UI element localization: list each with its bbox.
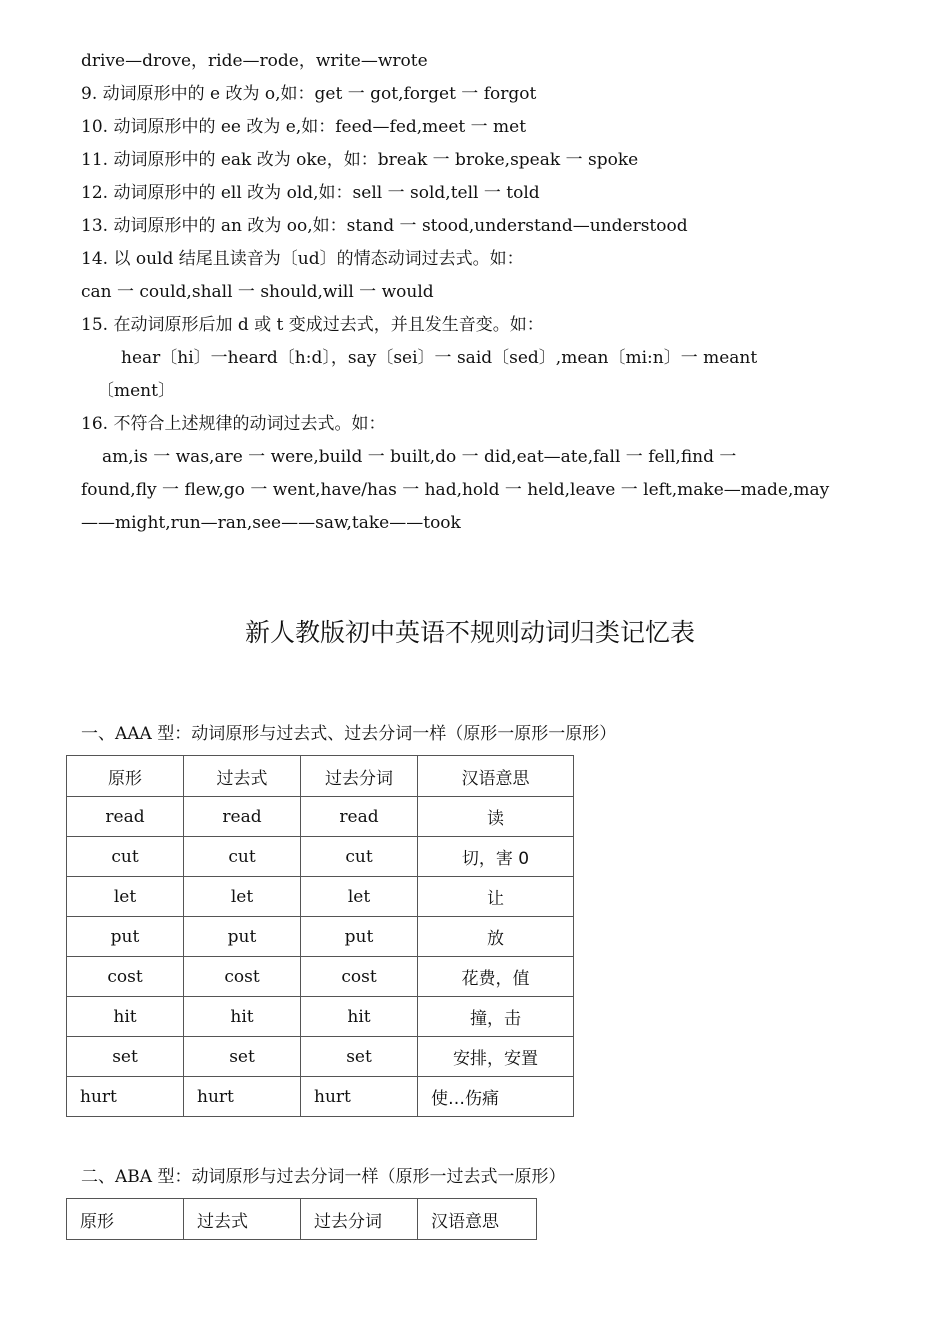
past-tense-cell: cut	[184, 837, 301, 877]
table-header-row	[67, 1199, 537, 1240]
rule-13: 13. 动词原形中的 an 改为 oo,如：stand 一 stood,understand—understood	[81, 216, 688, 236]
table-header-row	[67, 756, 574, 797]
meaning-cell: 放	[418, 917, 574, 957]
rule-10: 10. 动词原形中的 ee 改为 e,如：feed—fed,meet 一 met	[81, 117, 527, 137]
base-form-cell: read	[67, 797, 184, 837]
past-participle-cell: hit	[301, 997, 418, 1037]
aba-verb-table	[66, 1198, 537, 1240]
header-meaning: 汉语意思	[418, 1199, 537, 1240]
table-row	[67, 1037, 574, 1077]
base-form-cell: set	[67, 1037, 184, 1077]
rule-14: 14. 以 ould 结尾且读音为〔ud〕的情态动词过去式。如：	[81, 249, 524, 269]
rule-16-example-cont: found,fly 一 flew,go 一 went,have/has 一 had,hold 一 held,leave 一 left,make—made,may	[81, 480, 830, 500]
header-past-participle: 过去分词	[301, 1199, 418, 1240]
past-tense-cell: hit	[184, 997, 301, 1037]
past-participle-cell: set	[301, 1037, 418, 1077]
section-1-heading: 一、AAA 型：动词原形与过去式、过去分词一样（原形一原形一原形）	[81, 724, 617, 744]
rule-16: 16. 不符合上述规律的动词过去式。如：	[81, 414, 386, 434]
header-past-participle: 过去分词	[301, 756, 418, 797]
table-row	[67, 957, 574, 997]
rule-15-example: hear〔hi〕一heard〔h:d〕，say〔sei〕一 said〔sed〕,mean〔mi:n〕一 meant	[121, 348, 758, 368]
rule-16-example-end: ——might,run—ran,see——saw,take——took	[81, 513, 461, 533]
rule-15-example-cont: 〔ment〕	[97, 381, 175, 401]
past-participle-cell: let	[301, 877, 418, 917]
base-form-cell: put	[67, 917, 184, 957]
header-past-tense: 过去式	[184, 756, 301, 797]
past-tense-cell: put	[184, 917, 301, 957]
base-form-cell: hurt	[67, 1077, 184, 1117]
rule-line: drive—drove，ride—rode，write—wrote	[81, 51, 428, 71]
section-2-heading: 二、ABA 型：动词原形与过去分词一样（原形一过去式一原形）	[81, 1167, 566, 1187]
table-row	[67, 997, 574, 1037]
rule-12: 12. 动词原形中的 ell 改为 old,如：sell 一 sold,tell 一 told	[81, 183, 540, 203]
meaning-cell: 撞，击	[418, 997, 574, 1037]
meaning-cell: 让	[418, 877, 574, 917]
meaning-cell: 使…伤痛	[418, 1077, 574, 1117]
base-form-cell: let	[67, 877, 184, 917]
meaning-cell: 花费，值	[418, 957, 574, 997]
table-row	[67, 877, 574, 917]
meaning-cell: 读	[418, 797, 574, 837]
past-participle-cell: read	[301, 797, 418, 837]
past-tense-cell: hurt	[184, 1077, 301, 1117]
meaning-cell: 切，害 0	[418, 837, 574, 877]
table-row	[67, 797, 574, 837]
rule-16-example: am,is 一 was,are 一 were,build 一 built,do 一 did,eat—ate,fall 一 fell,find 一	[102, 447, 737, 467]
rule-15: 15. 在动词原形后加 d 或 t 变成过去式，并且发生音变。如：	[81, 315, 544, 335]
past-participle-cell: hurt	[301, 1077, 418, 1117]
header-base-form: 原形	[67, 756, 184, 797]
past-tense-cell: let	[184, 877, 301, 917]
past-participle-cell: cut	[301, 837, 418, 877]
page-title: 新人教版初中英语不规则动词归类记忆表	[244, 618, 695, 647]
table-row	[67, 1077, 574, 1117]
header-meaning: 汉语意思	[418, 756, 574, 797]
rule-11: 11. 动词原形中的 eak 改为 oke，如：break 一 broke,speak 一 spoke	[81, 150, 639, 170]
past-tense-cell: cost	[184, 957, 301, 997]
rule-9: 9. 动词原形中的 e 改为 o,如：get 一 got,forget 一 forgot	[81, 84, 537, 104]
header-base-form: 原形	[67, 1199, 184, 1240]
meaning-cell: 安排，安置	[418, 1037, 574, 1077]
table-row	[67, 917, 574, 957]
header-past-tense: 过去式	[184, 1199, 301, 1240]
past-tense-cell: read	[184, 797, 301, 837]
past-participle-cell: cost	[301, 957, 418, 997]
base-form-cell: hit	[67, 997, 184, 1037]
past-tense-cell: set	[184, 1037, 301, 1077]
base-form-cell: cost	[67, 957, 184, 997]
table-row	[67, 837, 574, 877]
rule-14-example: can 一 could,shall 一 should,will 一 would	[81, 282, 434, 302]
aaa-verb-table	[66, 755, 574, 1117]
base-form-cell: cut	[67, 837, 184, 877]
past-participle-cell: put	[301, 917, 418, 957]
